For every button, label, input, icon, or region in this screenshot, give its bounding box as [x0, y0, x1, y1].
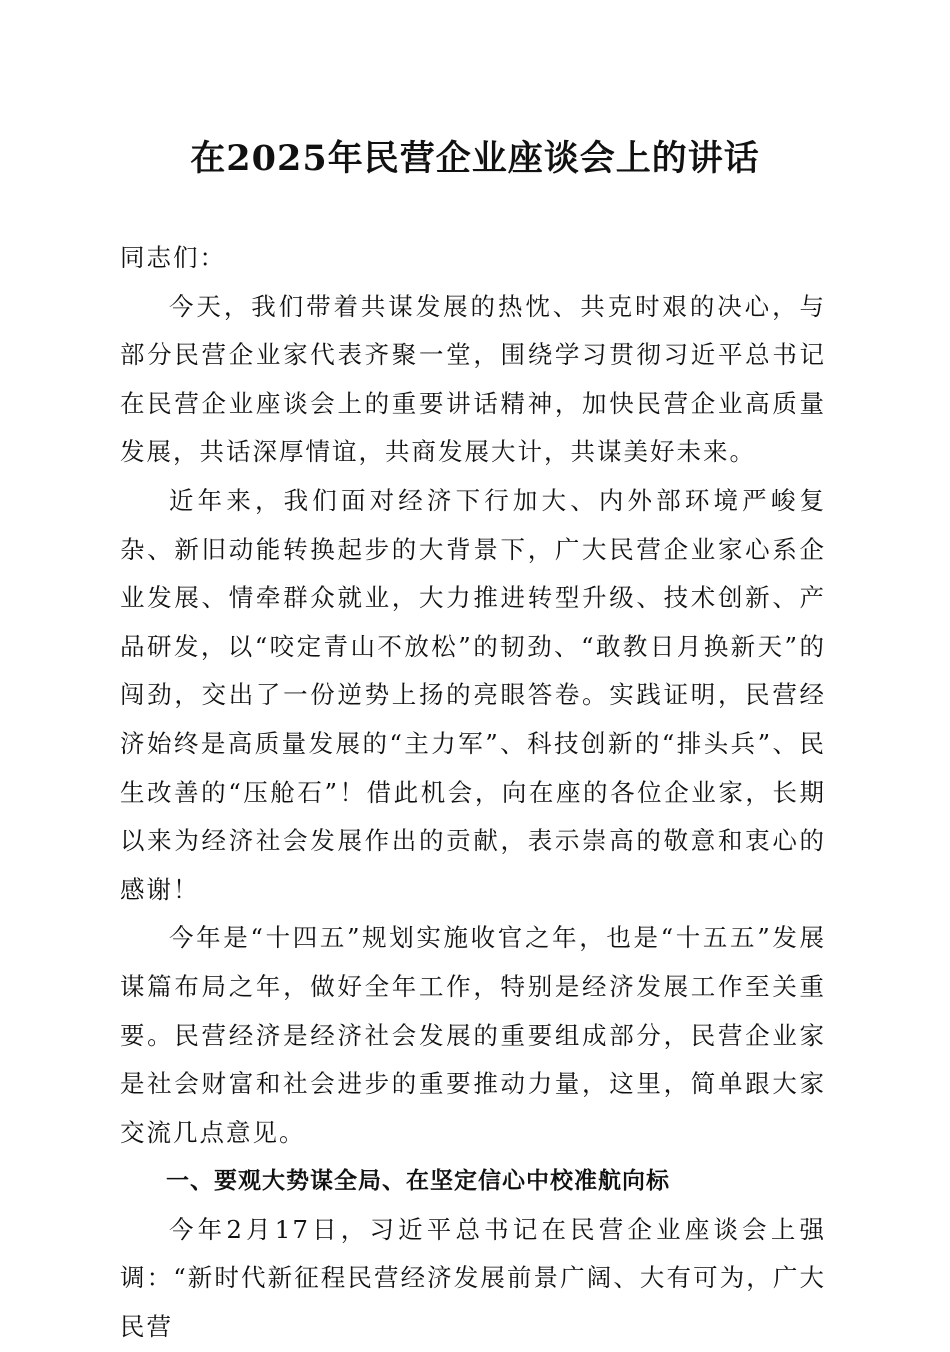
paragraph-this-year: 今年是“十四五”规划实施收官之年，也是“十五五”发展谋篇布局之年，做好全年工作，特别是经济发展工作至关重要。民营经济是经济社会发展的重要组成部分，民营企业家是社会财富和社会进步的重要推动力量，这里，简单跟大家交流几点意见。	[120, 923, 826, 1147]
paragraph-recent-years: 近年来，我们面对经济下行加大、内外部环境严峻复杂、新旧动能转换起步的大背景下，广大民营企业家心系企业发展、情牵群众就业，大力推进转型升级、技术创新、产品研发，以“咬定青山不放松”的韧劲、“敢教日月换新天”的闯劲，交出了一份逆势上扬的亮眼答卷。实践证明，民营经济始终是高质量发展的“主力军”、科技创新的“排头兵”、民生改善的“压舱石”！借此机会，向在座的各位企业家，长期以来为经济社会发展作出的贡献，表示崇高的敬意和衷心的感谢！	[120, 485, 826, 904]
paragraph-section-1: 今年2月17日，习近平总书记在民营企业座谈会上强调：“新时代新征程民营经济发展前景广阔、大有可为，广大民营	[120, 1214, 826, 1342]
document-body	[120, 234, 826, 1352]
document-title: 在2025年民营企业座谈会上的讲话	[190, 138, 760, 179]
section-heading-1: 一、要观大势谋全局、在坚定信心中校准航向标	[166, 1168, 670, 1195]
salutation: 同志们：	[120, 243, 226, 272]
paragraph-opening: 今天，我们带着共谋发展的热忱、共克时艰的决心，与部分民营企业家代表齐聚一堂，围绕学习贯彻习近平总书记在民营企业座谈会上的重要讲话精神，加快民营企业高质量发展，共话深厚情谊，共商发展大计，共谋美好未来。	[120, 291, 826, 467]
